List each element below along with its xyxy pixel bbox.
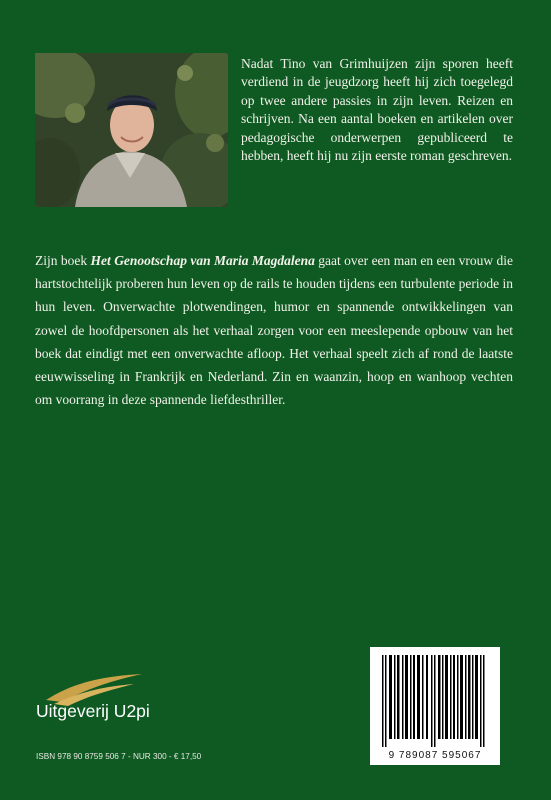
book-synopsis [35, 249, 513, 411]
publisher-logo [36, 672, 216, 732]
isbn-barcode [370, 647, 500, 765]
book-title: Het Genootschap van Maria Magdalena [90, 253, 315, 268]
synopsis-body: gaat over een man en een vrouw die hartstochtelijk proberen hun leven op de rails te houden tijdens een turbulente periode in hun leven. Onverwachte plotwendingen, humor en spannende ontwikkelingen van zowel de hoofdpersonen als het verhaal zorgen voor een meeslepende opbouw van het boek dat eindigt met een onverwachte afloop. Het verhaal speelt zich af rond de laatste eeuwwisseling in Frankrijk en Nederland. Zin en waanzin, hoop en wanhoop vechten om voorrang in deze spannende liefdesthriller. [35, 253, 513, 408]
synopsis-intro: Zijn boek [35, 253, 91, 268]
publisher-name: Uitgeverij U2pi [36, 701, 150, 721]
barcode-digits: 9 789087 595067 [388, 750, 482, 761]
author-bio: Nadat Tino van Grimhuijzen zijn sporen heeft verdiend in de jeugdzorg heeft hij zich toegelegd op twee andere passies in zijn leven. Reizen en schrijven. Na een aantal boeken en artikelen over pedagogische onderwerpen gepubliceerd te hebben, heeft hij nu zijn eerste roman geschreven. [241, 56, 513, 164]
isbn-price-line: ISBN 978 90 8759 506 7 - NUR 300 - € 17,50 [36, 752, 202, 761]
barcode-bars [370, 647, 500, 751]
author-photo [35, 53, 228, 207]
